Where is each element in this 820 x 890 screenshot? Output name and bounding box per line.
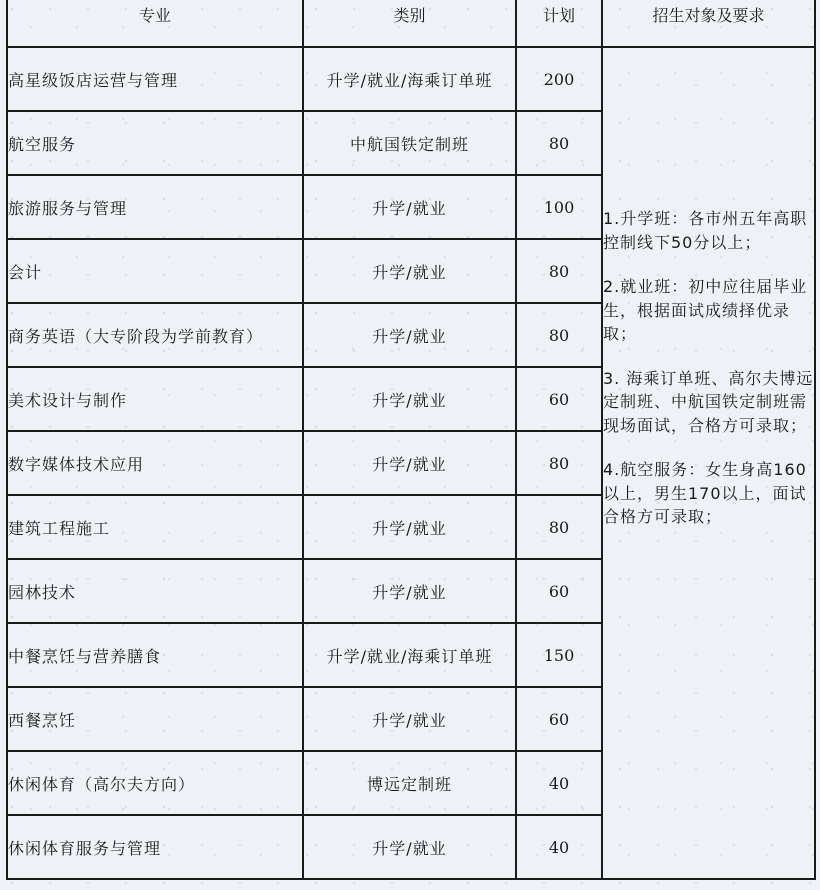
cell-requirements: [602, 47, 815, 879]
cell-category: 博远定制班: [303, 751, 516, 815]
requirement-item: 3. 海乘订单班、高尔夫博远定制班、中航国铁定制班需现场面试，合格方可录取；: [603, 368, 814, 435]
table-row: [7, 47, 815, 111]
header-row: [7, 0, 815, 47]
cell-category: 升学/就业: [303, 495, 516, 559]
cell-category: 升学/就业: [303, 175, 516, 239]
requirement-item: 1.升学班：各市州五年高职控制线下50分以上；: [603, 209, 808, 252]
cell-plan: 80: [516, 303, 602, 367]
cell-major: 高星级饭店运营与管理: [7, 47, 303, 111]
cell-major: 建筑工程施工: [7, 495, 303, 559]
cell-plan: 60: [516, 687, 602, 751]
cell-plan: 80: [516, 495, 602, 559]
cell-major: 中餐烹饪与营养膳食: [7, 623, 303, 687]
cell-plan: 150: [516, 623, 602, 687]
cell-category: 升学/就业: [303, 559, 516, 623]
cell-plan: 60: [516, 559, 602, 623]
cell-plan: 80: [516, 111, 602, 175]
cell-plan: 80: [516, 431, 602, 495]
cell-plan: 60: [516, 367, 602, 431]
header-major: 专业: [7, 0, 303, 47]
cell-major: 航空服务: [7, 111, 303, 175]
cell-category: 升学/就业: [303, 431, 516, 495]
cell-major: 美术设计与制作: [7, 367, 303, 431]
table-body: [7, 0, 815, 879]
header-plan: 计划: [516, 0, 602, 47]
cell-major: 西餐烹饪: [7, 687, 303, 751]
cell-plan: 40: [516, 751, 602, 815]
cell-category: 升学/就业: [303, 687, 516, 751]
cell-category: 升学/就业: [303, 239, 516, 303]
cell-plan: 100: [516, 175, 602, 239]
cell-category: 升学/就业: [303, 367, 516, 431]
cell-category: 升学/就业: [303, 815, 516, 879]
cell-plan: 40: [516, 815, 602, 879]
requirement-item: 4.航空服务：女生身高160以上，男生170以上，面试合格方可录取；: [603, 460, 807, 527]
cell-category: 升学/就业/海乘订单班: [303, 47, 516, 111]
enrollment-plan-table: [6, 0, 816, 880]
cell-plan: 200: [516, 47, 602, 111]
requirements-list: [603, 207, 814, 719]
cell-category: 升学/就业: [303, 303, 516, 367]
cell-major: 商务英语（大专阶段为学前教育）: [7, 303, 303, 367]
cell-plan: 80: [516, 239, 602, 303]
cell-major: 旅游服务与管理: [7, 175, 303, 239]
cell-major: 休闲体育（高尔夫方向）: [7, 751, 303, 815]
cell-major: 数字媒体技术应用: [7, 431, 303, 495]
cell-major: 休闲体育服务与管理: [7, 815, 303, 879]
header-requirements: 招生对象及要求: [602, 0, 815, 47]
cell-major: 园林技术: [7, 559, 303, 623]
header-category: 类别: [303, 0, 516, 47]
cell-category: 升学/就业/海乘订单班: [303, 623, 516, 687]
requirement-item: 2.就业班：初中应往届毕业生，根据面试成绩择优录取；: [603, 277, 808, 344]
cell-category: 中航国铁定制班: [303, 111, 516, 175]
cell-major: 会计: [7, 239, 303, 303]
